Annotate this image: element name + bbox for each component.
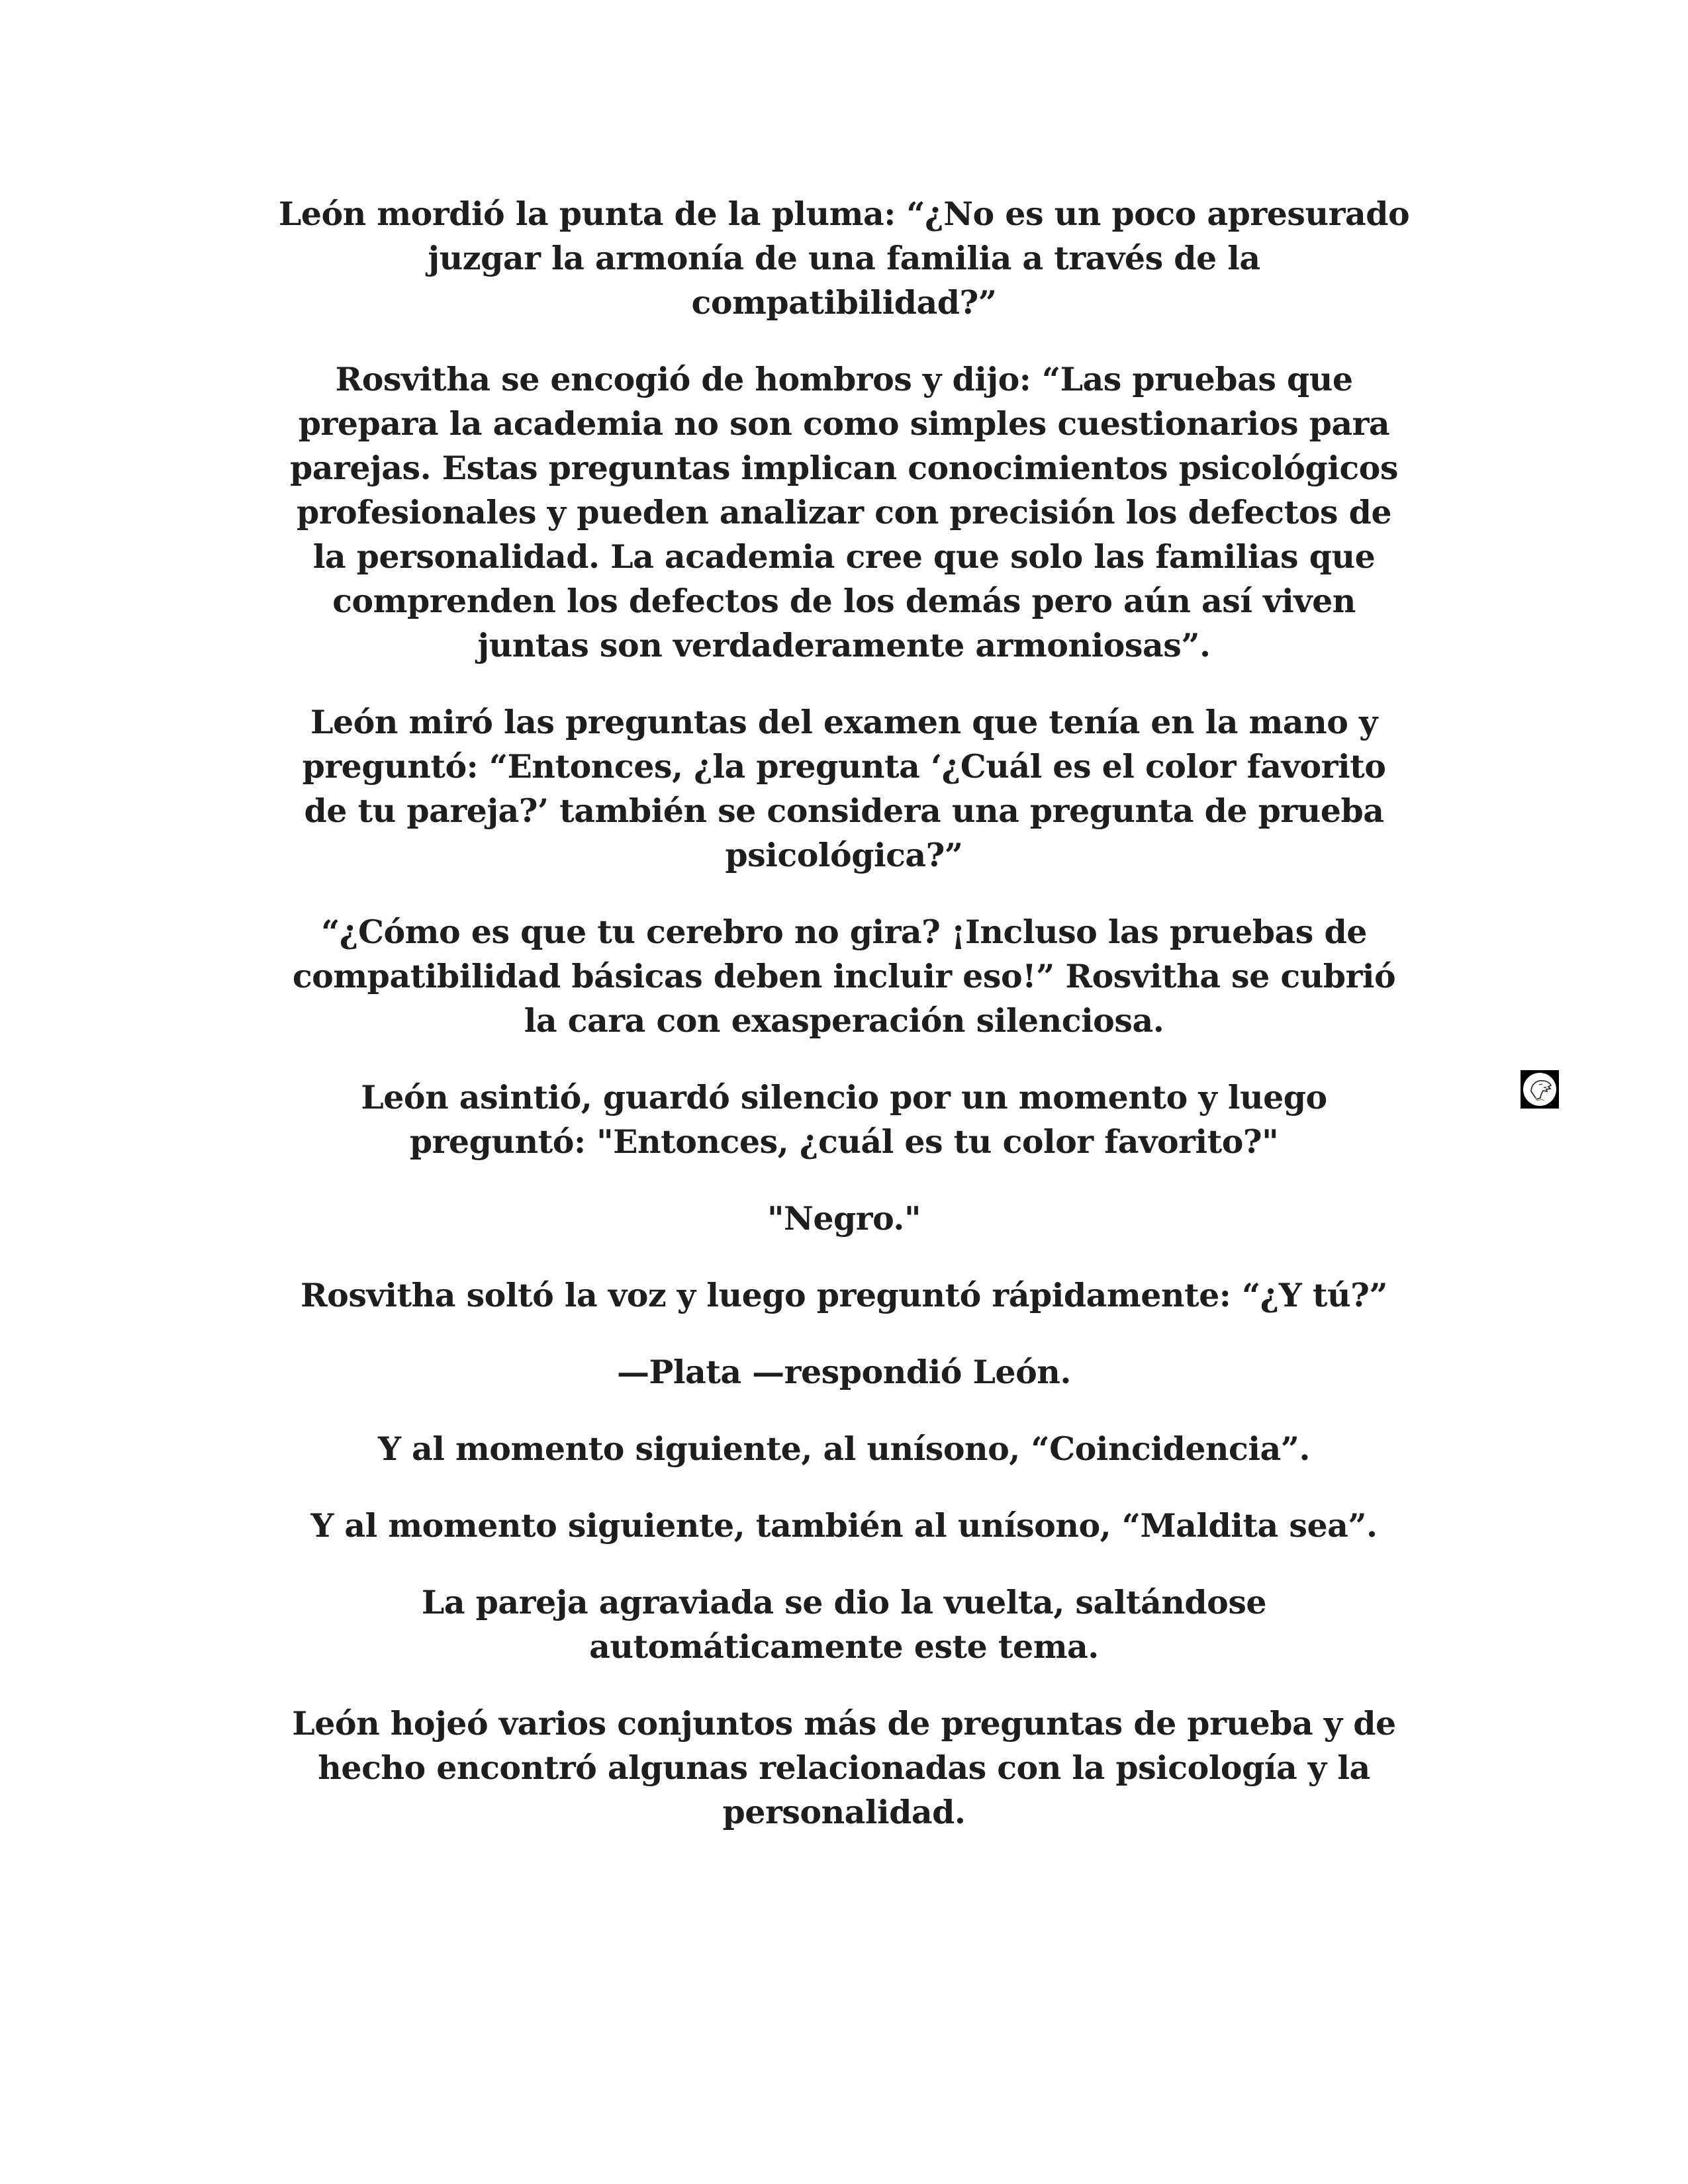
text-line: juntas son verdaderamente armoniosas”.	[477, 626, 1211, 664]
text-line: comprenden los defectos de los demás pero aún así viven	[332, 582, 1356, 620]
text-line: Y al momento siguiente, al unísono, “Coincidencia”.	[378, 1430, 1310, 1468]
text-line: Rosvitha se encogió de hombros y dijo: “Las pruebas que	[335, 360, 1353, 398]
text-line: “¿Cómo es que tu cerebro no gira? ¡Incluso las pruebas de	[321, 913, 1367, 951]
paragraph-10	[199, 1504, 1489, 1548]
text-line: la cara con exasperación silenciosa.	[524, 1001, 1164, 1040]
paragraph-4	[199, 910, 1489, 1043]
paragraph-11	[199, 1580, 1489, 1669]
document-page	[199, 192, 1489, 1867]
text-line: Y al momento siguiente, también al unísono, “Maldita sea”.	[310, 1506, 1378, 1545]
text-line: "Negro."	[767, 1199, 921, 1238]
text-line: de tu pareja?’ también se considera una pregunta de prueba	[304, 792, 1384, 830]
paragraph-1	[199, 192, 1489, 325]
paragraph-5	[199, 1075, 1489, 1164]
text-line: preguntó: "Entonces, ¿cuál es tu color favorito?"	[409, 1122, 1279, 1161]
paragraph-12	[199, 1702, 1489, 1835]
text-line: hecho encontró algunas relacionadas con la psicología y la	[318, 1749, 1370, 1787]
text-line: profesionales y pueden analizar con precisión los defectos de	[296, 493, 1392, 531]
text-line: la personalidad. La academia cree que solo las familias que	[312, 537, 1376, 576]
text-line: La pareja agraviada se dio la vuelta, saltándose	[421, 1583, 1267, 1621]
text-line: Rosvitha soltó la voz y luego preguntó rápidamente: “¿Y tú?”	[300, 1276, 1388, 1314]
text-line: juzgar la armonía de una familia a través de la	[428, 239, 1260, 277]
text-line: León miró las preguntas del examen que tenía en la mano y	[310, 703, 1378, 741]
text-line: compatibilidad básicas deben incluir eso!” Rosvitha se cubrió	[292, 957, 1396, 995]
paragraph-2	[199, 357, 1489, 668]
text-line: —Plata —respondió León.	[617, 1353, 1071, 1391]
paragraph-3	[199, 700, 1489, 878]
text-line: León asintió, guardó silencio por un momento y luego	[361, 1078, 1327, 1116]
text-line: automáticamente este tema.	[589, 1627, 1099, 1666]
text-line: León hojeó varios conjuntos más de preguntas de prueba y de	[292, 1704, 1396, 1743]
dinosaur-head-icon	[1522, 1071, 1558, 1107]
text-line: compatibilidad?”	[691, 283, 997, 322]
text-line: León mordió la punta de la pluma: “¿No es un poco apresurado	[278, 195, 1410, 233]
watermark-badge	[1521, 1070, 1559, 1109]
text-line: preguntó: “Entonces, ¿la pregunta ‘¿Cuál es el color favorito	[302, 747, 1386, 786]
paragraph-8	[199, 1350, 1489, 1394]
paragraph-7	[199, 1273, 1489, 1318]
text-line: prepara la academia no son como simples cuestionarios para	[298, 404, 1390, 443]
text-line: parejas. Estas preguntas implican conocimientos psicológicos	[290, 449, 1398, 487]
text-line: psicológica?”	[725, 836, 963, 874]
paragraph-9	[199, 1427, 1489, 1471]
paragraph-6	[199, 1197, 1489, 1241]
text-line: personalidad.	[722, 1793, 966, 1831]
